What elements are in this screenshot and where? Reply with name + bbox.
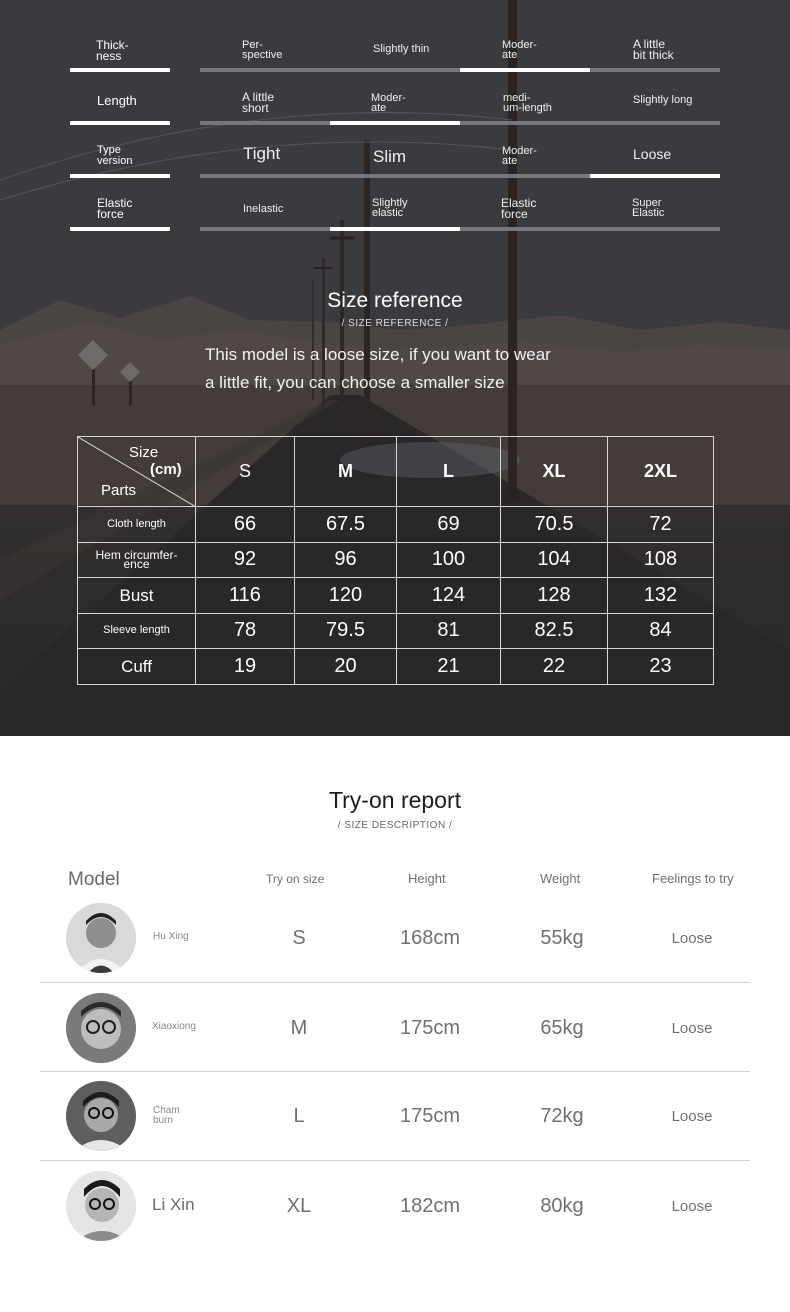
model-portrait-icon [66,903,136,973]
selected-option-marker [330,121,460,125]
table-cell: 81 [397,613,501,649]
attribute-label-length: Length [97,93,137,108]
table-cell: 124 [397,578,501,614]
table-row [78,542,714,578]
avatar [66,903,136,973]
table-cell: 19 [196,649,295,685]
table-cell: 70.5 [501,507,608,543]
option-label: Inelastic [243,203,284,215]
option-track [200,227,720,231]
selected-option-marker [460,68,590,72]
corner-size-label: Size [129,444,159,461]
table-cell: 82.5 [501,613,608,649]
attribute-bar [70,121,170,125]
size-header-s: S [196,437,295,507]
size-header-row [78,437,714,507]
option-label: Tight [243,144,281,163]
model-portrait-icon [66,993,136,1063]
table-cell: 78 [196,613,295,649]
selected-option-marker [590,174,720,178]
table-cell: 66 [196,507,295,543]
part-label: Bust [78,578,196,614]
table-cell: 79.5 [295,613,397,649]
model-name: Hu Xing [153,931,189,942]
table-cell: 120 [295,578,397,614]
size-reference-title: Size reference [327,289,463,312]
header-model: Model [68,869,120,890]
table-cell: 20 [295,649,397,685]
corner-parts-label: Parts [101,482,137,499]
table-row [78,649,714,685]
model-name: Cham burn [153,1105,180,1126]
avatar [66,1081,136,1151]
part-label: Sleeve length [78,613,196,649]
row-divider [40,1160,750,1161]
weight-value: 72kg [540,1105,584,1127]
option-label: Super Elastic [632,197,665,219]
table-row [78,613,714,649]
option-label: Moder- ate [371,92,406,114]
try-on-subtitle: / SIZE DESCRIPTION / [337,820,453,831]
part-label: Cuff [78,649,196,685]
try-on-title: Try-on report [328,787,462,813]
size-header-l: L [397,437,501,507]
table-corner-cell [78,437,196,507]
size-note-line-2: a little fit, you can choose a smaller size [205,373,505,392]
table-cell: 69 [397,507,501,543]
size-table [77,436,714,685]
height-value: 175cm [399,1105,461,1127]
option-label: Slightly long [633,94,693,106]
attribute-label-elastic-force: Elastic force [97,196,133,221]
model-name: Xiaoxiong [152,1021,196,1032]
table-cell: 21 [397,649,501,685]
try-on-size-value: S [292,927,306,949]
table-cell: 92 [196,542,295,578]
table-cell: 132 [608,578,714,614]
part-label: Cloth length [78,507,196,543]
header-weight: Weight [540,871,581,886]
avatar [66,1171,136,1241]
attribute-bar [70,227,170,231]
option-label: Moder- ate [502,39,537,61]
weight-value: 65kg [540,1017,584,1039]
option-label: A little bit thick [633,37,674,62]
try-on-size-value: M [290,1017,308,1039]
try-on-size-value: L [293,1105,305,1127]
option-label: Loose [633,146,672,162]
weight-value: 80kg [540,1195,584,1217]
option-label: Moder- ate [502,145,537,167]
attribute-label-type-version: Type version [97,144,133,167]
feeling-value: Loose [671,930,713,947]
table-row [78,507,714,543]
option-label: A little short [242,90,275,115]
model-portrait-icon [66,1081,136,1151]
attribute-label-thickness: Thick- ness [96,38,129,63]
table-cell: 116 [196,578,295,614]
feeling-value: Loose [671,1108,713,1125]
header-try-on-size: Try on size [266,872,325,886]
model-portrait-icon [66,1171,136,1241]
try-on-size-value: XL [286,1195,312,1217]
row-divider [40,1071,750,1072]
option-label: medi- um-length [503,92,552,114]
table-cell: 100 [397,542,501,578]
header-feelings: Feelings to try [652,871,734,886]
table-cell: 84 [608,613,714,649]
table-cell: 72 [608,507,714,543]
size-header-m: M [295,437,397,507]
model-name: Li Xin [152,1195,195,1214]
table-cell: 22 [501,649,608,685]
corner-unit-label: (cm) [150,461,182,478]
weight-value: 55kg [540,927,584,949]
option-label: Slim [373,147,407,166]
table-row [78,578,714,614]
feeling-value: Loose [671,1198,713,1215]
height-value: 168cm [399,927,461,949]
attribute-bar [70,68,170,72]
table-cell: 108 [608,542,714,578]
table-cell: 128 [501,578,608,614]
selected-option-marker [330,227,460,231]
size-note-line-1: This model is a loose size, if you want to wear [205,345,551,364]
height-value: 182cm [399,1195,461,1217]
row-divider [40,982,750,983]
option-label: Per- spective [242,39,283,61]
size-header-2xl: 2XL [608,437,714,507]
part-label: Hem circumfer- ence [78,542,196,578]
option-label: Slightly thin [373,43,430,55]
feeling-value: Loose [671,1020,713,1037]
attribute-bar [70,174,170,178]
header-height: Height [408,871,446,886]
option-track [200,121,720,125]
table-cell: 96 [295,542,397,578]
size-header-xl: XL [501,437,608,507]
table-cell: 67.5 [295,507,397,543]
avatar [66,993,136,1063]
option-label: Slightly elastic [372,197,408,219]
table-cell: 23 [608,649,714,685]
size-reference-subtitle: / SIZE REFERENCE / [341,318,449,329]
option-label: Elastic force [501,196,537,221]
table-cell: 104 [501,542,608,578]
height-value: 175cm [399,1017,461,1039]
